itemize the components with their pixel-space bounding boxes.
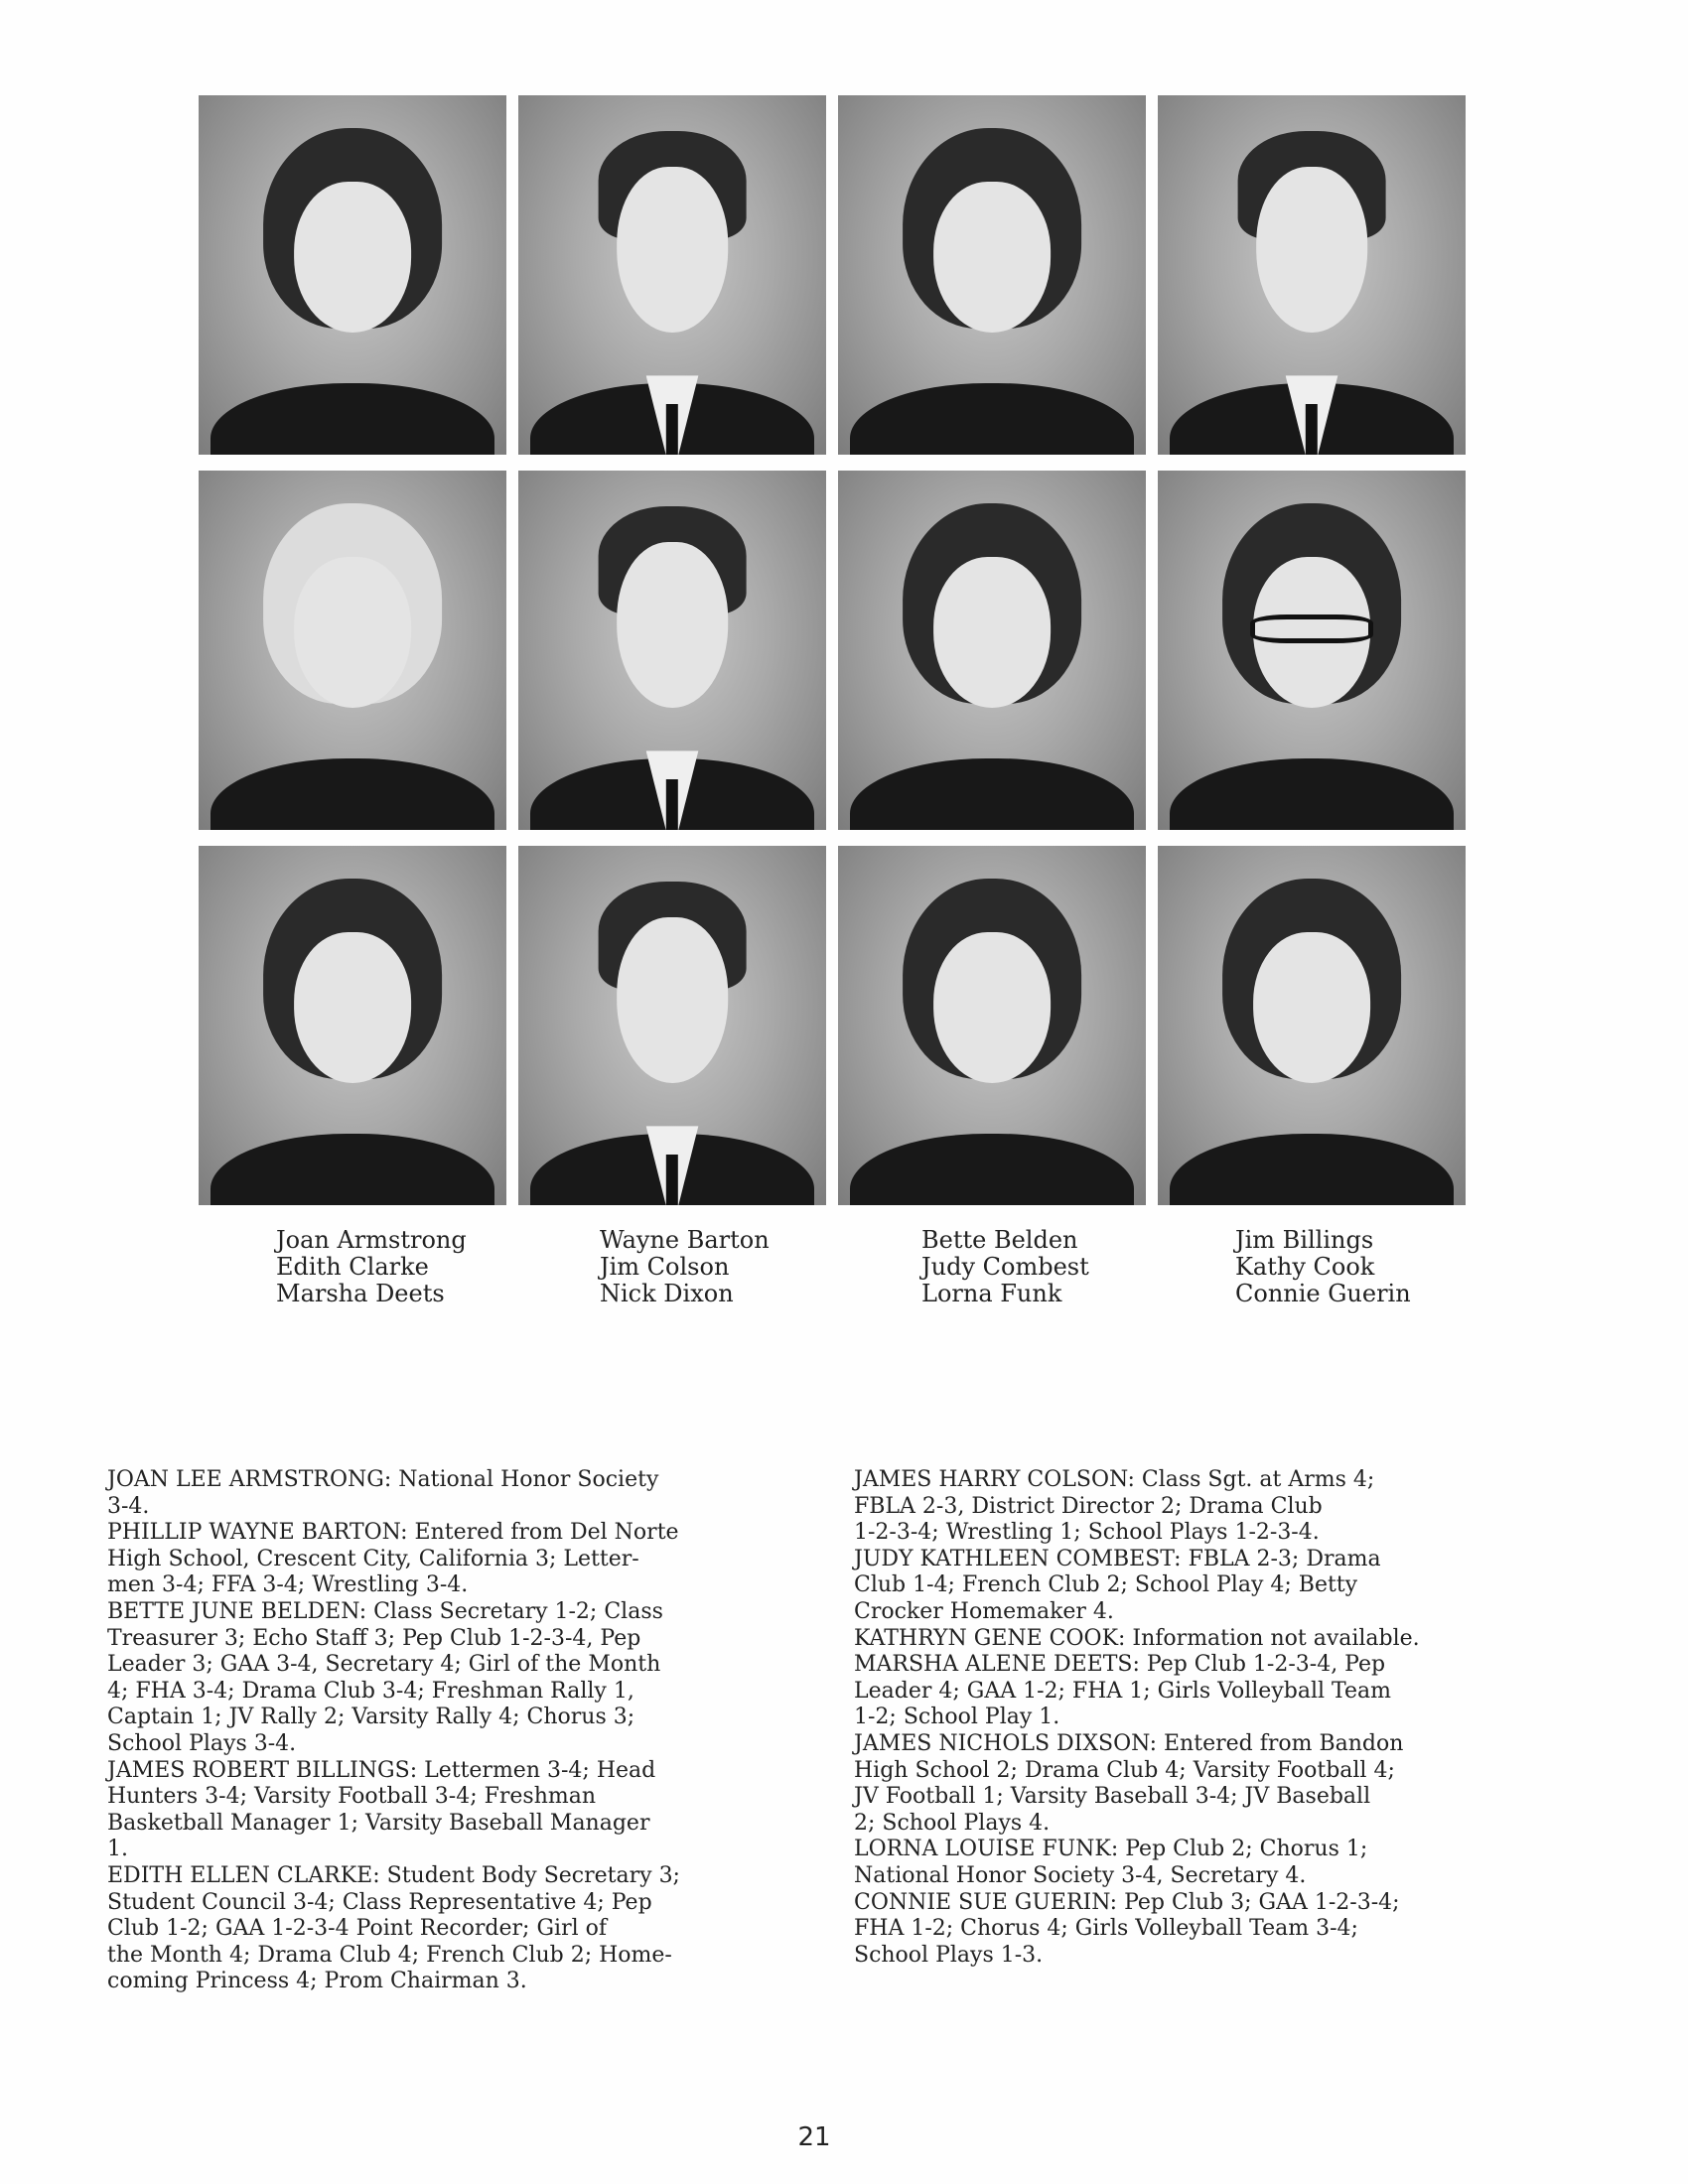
portrait-captions — [0, 1227, 1688, 1316]
bio-line: JAMES HARRY COLSON: Class Sgt. at Arms 4; — [854, 1467, 1375, 1492]
bio-line: 4; FHA 3-4; Drama Club 3-4; Freshman Rally 1, — [107, 1678, 634, 1704]
bio-line: School Plays 1-3. — [854, 1942, 1044, 1968]
bio-line: Hunters 3-4; Varsity Football 3-4; Freshman — [107, 1784, 597, 1810]
bio-line: CONNIE SUE GUERIN: Pep Club 3; GAA 1-2-3-4; — [854, 1889, 1400, 1915]
bio-line: School Plays 3-4. — [107, 1730, 297, 1756]
portrait-photo — [1158, 95, 1466, 455]
bio-line: 1-2-3-4; Wrestling 1; School Plays 1-2-3-4. — [854, 1520, 1320, 1546]
biographies-left-column — [107, 1467, 680, 1995]
caption-name: Marsha Deets — [276, 1280, 445, 1307]
portrait-photo — [518, 846, 826, 1205]
caption-name: Edith Clarke — [276, 1253, 429, 1281]
bio-line: Club 1-2; GAA 1-2-3-4 Point Recorder; Girl of — [107, 1916, 608, 1942]
portrait-photo — [518, 95, 826, 455]
bio-line: 2; School Plays 4. — [854, 1810, 1051, 1836]
bio-line: JOAN LEE ARMSTRONG: National Honor Society — [107, 1467, 659, 1492]
bio-line: KATHRYN GENE COOK: Information not available. — [854, 1625, 1420, 1651]
portrait-photo — [199, 471, 506, 830]
bio-line: 1. — [107, 1837, 128, 1862]
bio-line: National Honor Society 3-4, Secretary 4. — [854, 1862, 1307, 1888]
caption-name: Connie Guerin — [1235, 1280, 1411, 1307]
bio-line: the Month 4; Drama Club 4; French Club 2; Home- — [107, 1942, 672, 1968]
bio-line: Crocker Homemaker 4. — [854, 1598, 1114, 1624]
bio-line: MARSHA ALENE DEETS: Pep Club 1-2-3-4, Pep — [854, 1652, 1386, 1678]
caption-name: Judy Combest — [921, 1253, 1089, 1281]
caption-name: Kathy Cook — [1235, 1253, 1375, 1281]
caption-name: Jim Billings — [1235, 1226, 1374, 1254]
portrait-photo — [1158, 471, 1466, 830]
bio-line: BETTE JUNE BELDEN: Class Secretary 1-2; Class — [107, 1598, 663, 1624]
bio-line: FBLA 2-3, District Director 2; Drama Club — [854, 1493, 1323, 1519]
bio-line: men 3-4; FFA 3-4; Wrestling 3-4. — [107, 1572, 469, 1598]
bio-line: 3-4. — [107, 1493, 150, 1519]
bio-line: Basketball Manager 1; Varsity Baseball Manager — [107, 1810, 650, 1836]
portrait-photo — [199, 846, 506, 1205]
bio-line: Treasurer 3; Echo Staff 3; Pep Club 1-2-3-4, Pep — [107, 1625, 641, 1651]
bio-line: JAMES ROBERT BILLINGS: Lettermen 3-4; Head — [107, 1757, 656, 1783]
caption-name: Jim Colson — [600, 1253, 730, 1281]
caption-column — [600, 1227, 770, 1307]
bio-line: coming Princess 4; Prom Chairman 3. — [107, 1969, 527, 1994]
bio-line: FHA 1-2; Chorus 4; Girls Volleyball Team 3-4; — [854, 1916, 1358, 1942]
bio-line: Leader 4; GAA 1-2; FHA 1; Girls Volleyball Team — [854, 1678, 1391, 1704]
bio-line: Leader 3; GAA 3-4, Secretary 4; Girl of the Month — [107, 1652, 661, 1678]
caption-name: Lorna Funk — [921, 1280, 1062, 1307]
caption-name: Joan Armstrong — [276, 1226, 467, 1254]
bio-line: JV Football 1; Varsity Baseball 3-4; JV Baseball — [854, 1784, 1371, 1810]
portrait-photo — [518, 471, 826, 830]
caption-name: Nick Dixon — [600, 1280, 734, 1307]
portrait-photo — [838, 846, 1146, 1205]
bio-line: PHILLIP WAYNE BARTON: Entered from Del Norte — [107, 1520, 679, 1546]
bio-line: 1-2; School Play 1. — [854, 1705, 1060, 1730]
caption-name: Wayne Barton — [600, 1226, 770, 1254]
bio-line: Student Council 3-4; Class Representative 4; Pep — [107, 1889, 652, 1915]
bio-line: EDITH ELLEN CLARKE: Student Body Secretary 3; — [107, 1862, 680, 1888]
portrait-grid — [199, 95, 1468, 1205]
bio-line: LORNA LOUISE FUNK: Pep Club 2; Chorus 1; — [854, 1837, 1368, 1862]
portrait-photo — [199, 95, 506, 455]
bio-line: Club 1-4; French Club 2; School Play 4; Betty — [854, 1572, 1358, 1598]
portrait-photo — [1158, 846, 1466, 1205]
caption-column — [921, 1227, 1089, 1307]
page-number: 21 — [797, 2122, 831, 2152]
bio-line: Captain 1; JV Rally 2; Varsity Rally 4; Chorus 3; — [107, 1705, 635, 1730]
caption-name: Bette Belden — [921, 1226, 1078, 1254]
caption-column — [276, 1227, 467, 1307]
bio-line: High School 2; Drama Club 4; Varsity Football 4; — [854, 1757, 1395, 1783]
biographies-right-column — [854, 1467, 1420, 1969]
caption-column — [1235, 1227, 1411, 1307]
bio-line: JAMES NICHOLS DIXSON: Entered from Bandon — [854, 1730, 1404, 1756]
portrait-photo — [838, 471, 1146, 830]
portrait-photo — [838, 95, 1146, 455]
bio-line: High School, Crescent City, California 3; Letter- — [107, 1546, 639, 1571]
bio-line: JUDY KATHLEEN COMBEST: FBLA 2-3; Drama — [854, 1546, 1381, 1571]
